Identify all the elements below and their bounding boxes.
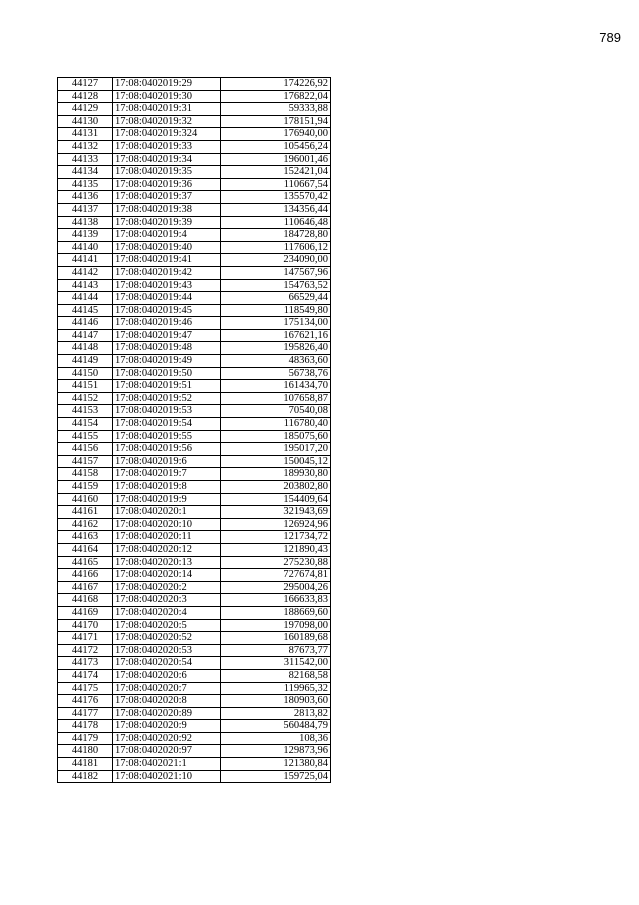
- row-id-cell: 44152: [58, 392, 113, 405]
- row-id-cell: 44149: [58, 355, 113, 368]
- row-id-cell: 44165: [58, 556, 113, 569]
- value-cell: 56738,76: [221, 367, 331, 380]
- value-cell: 160189,68: [221, 632, 331, 645]
- value-cell: 110667,54: [221, 178, 331, 191]
- table-row: [58, 329, 331, 342]
- row-id-cell: 44139: [58, 229, 113, 242]
- table-row: [58, 317, 331, 330]
- table-row: [58, 543, 331, 556]
- cadastral-number-cell: 17:08:0402019:34: [113, 153, 221, 166]
- row-id-cell: 44178: [58, 720, 113, 733]
- value-cell: 2813,82: [221, 707, 331, 720]
- cadastral-number-cell: 17:08:0402019:4: [113, 229, 221, 242]
- row-id-cell: 44167: [58, 581, 113, 594]
- row-id-cell: 44147: [58, 329, 113, 342]
- table-row: [58, 103, 331, 116]
- table-row: [58, 229, 331, 242]
- value-cell: 196001,46: [221, 153, 331, 166]
- cadastral-number-cell: 17:08:0402019:8: [113, 481, 221, 494]
- value-cell: 560484,79: [221, 720, 331, 733]
- table-row: [58, 606, 331, 619]
- table-row: [58, 556, 331, 569]
- table-row: [58, 657, 331, 670]
- row-id-cell: 44142: [58, 266, 113, 279]
- table-row: [58, 745, 331, 758]
- row-id-cell: 44168: [58, 594, 113, 607]
- cadastral-number-cell: 17:08:0402019:45: [113, 304, 221, 317]
- value-cell: 295004,26: [221, 581, 331, 594]
- value-cell: 184728,80: [221, 229, 331, 242]
- table-row: [58, 758, 331, 771]
- value-cell: 197098,00: [221, 619, 331, 632]
- table-row: [58, 140, 331, 153]
- table-row: [58, 481, 331, 494]
- row-id-cell: 44175: [58, 682, 113, 695]
- row-id-cell: 44174: [58, 669, 113, 682]
- table-row: [58, 581, 331, 594]
- value-cell: 234090,00: [221, 254, 331, 267]
- cadastral-number-cell: 17:08:0402019:38: [113, 203, 221, 216]
- cadastral-number-cell: 17:08:0402019:52: [113, 392, 221, 405]
- value-cell: 108,36: [221, 732, 331, 745]
- row-id-cell: 44180: [58, 745, 113, 758]
- row-id-cell: 44144: [58, 292, 113, 305]
- table-row: [58, 644, 331, 657]
- row-id-cell: 44127: [58, 78, 113, 91]
- cadastral-number-cell: 17:08:0402020:13: [113, 556, 221, 569]
- row-id-cell: 44145: [58, 304, 113, 317]
- row-id-cell: 44161: [58, 506, 113, 519]
- page-number: 789: [599, 30, 621, 45]
- value-cell: 105456,24: [221, 140, 331, 153]
- table-row: [58, 266, 331, 279]
- cadastral-number-cell: 17:08:0402019:50: [113, 367, 221, 380]
- value-cell: 135570,42: [221, 191, 331, 204]
- value-cell: 110646,48: [221, 216, 331, 229]
- table-row: [58, 191, 331, 204]
- table-row: [58, 418, 331, 431]
- value-cell: 176822,04: [221, 90, 331, 103]
- table-row: [58, 153, 331, 166]
- row-id-cell: 44148: [58, 342, 113, 355]
- table-row: [58, 682, 331, 695]
- table-row: [58, 468, 331, 481]
- table-row: [58, 493, 331, 506]
- cadastral-number-cell: 17:08:0402019:324: [113, 128, 221, 141]
- table-row: [58, 342, 331, 355]
- value-cell: 150045,12: [221, 455, 331, 468]
- cadastral-number-cell: 17:08:0402019:47: [113, 329, 221, 342]
- cadastral-number-cell: 17:08:0402019:30: [113, 90, 221, 103]
- row-id-cell: 44155: [58, 430, 113, 443]
- value-cell: 121890,43: [221, 543, 331, 556]
- table-row: [58, 531, 331, 544]
- row-id-cell: 44153: [58, 405, 113, 418]
- value-cell: 152421,04: [221, 166, 331, 179]
- table-row: [58, 78, 331, 91]
- cadastral-number-cell: 17:08:0402019:9: [113, 493, 221, 506]
- row-id-cell: 44172: [58, 644, 113, 657]
- cadastral-number-cell: 17:08:0402019:40: [113, 241, 221, 254]
- row-id-cell: 44159: [58, 481, 113, 494]
- row-id-cell: 44130: [58, 115, 113, 128]
- cadastral-number-cell: 17:08:0402019:46: [113, 317, 221, 330]
- cadastral-number-cell: 17:08:0402019:29: [113, 78, 221, 91]
- table-body: [58, 78, 331, 783]
- cadastral-number-cell: 17:08:0402019:53: [113, 405, 221, 418]
- row-id-cell: 44140: [58, 241, 113, 254]
- row-id-cell: 44173: [58, 657, 113, 670]
- row-id-cell: 44128: [58, 90, 113, 103]
- row-id-cell: 44160: [58, 493, 113, 506]
- table-row: [58, 720, 331, 733]
- cadastral-number-cell: 17:08:0402020:52: [113, 632, 221, 645]
- row-id-cell: 44151: [58, 380, 113, 393]
- row-id-cell: 44182: [58, 770, 113, 783]
- table-row: [58, 405, 331, 418]
- table-row: [58, 669, 331, 682]
- table-row: [58, 619, 331, 632]
- cadastral-number-cell: 17:08:0402020:2: [113, 581, 221, 594]
- cadastral-number-cell: 17:08:0402021:1: [113, 758, 221, 771]
- value-cell: 66529,44: [221, 292, 331, 305]
- row-id-cell: 44157: [58, 455, 113, 468]
- value-cell: 134356,44: [221, 203, 331, 216]
- value-cell: 121380,84: [221, 758, 331, 771]
- value-cell: 159725,04: [221, 770, 331, 783]
- value-cell: 154763,52: [221, 279, 331, 292]
- table-row: [58, 203, 331, 216]
- value-cell: 275230,88: [221, 556, 331, 569]
- row-id-cell: 44141: [58, 254, 113, 267]
- row-id-cell: 44162: [58, 518, 113, 531]
- cadastral-number-cell: 17:08:0402021:10: [113, 770, 221, 783]
- row-id-cell: 44176: [58, 695, 113, 708]
- value-cell: 119965,32: [221, 682, 331, 695]
- cadastral-number-cell: 17:08:0402020:14: [113, 569, 221, 582]
- row-id-cell: 44137: [58, 203, 113, 216]
- table-row: [58, 241, 331, 254]
- table-row: [58, 770, 331, 783]
- data-table: [57, 77, 331, 783]
- value-cell: 167621,16: [221, 329, 331, 342]
- cadastral-number-cell: 17:08:0402019:39: [113, 216, 221, 229]
- table-row: [58, 367, 331, 380]
- cadastral-number-cell: 17:08:0402020:11: [113, 531, 221, 544]
- cadastral-number-cell: 17:08:0402019:37: [113, 191, 221, 204]
- row-id-cell: 44131: [58, 128, 113, 141]
- table-row: [58, 355, 331, 368]
- value-cell: 203802,80: [221, 481, 331, 494]
- table-row: [58, 304, 331, 317]
- table-row: [58, 90, 331, 103]
- cadastral-number-cell: 17:08:0402019:55: [113, 430, 221, 443]
- value-cell: 189930,80: [221, 468, 331, 481]
- cadastral-number-cell: 17:08:0402019:6: [113, 455, 221, 468]
- table-row: [58, 392, 331, 405]
- table-row: [58, 292, 331, 305]
- cadastral-number-cell: 17:08:0402019:54: [113, 418, 221, 431]
- cadastral-number-cell: 17:08:0402020:6: [113, 669, 221, 682]
- cadastral-number-cell: 17:08:0402020:5: [113, 619, 221, 632]
- row-id-cell: 44177: [58, 707, 113, 720]
- cadastral-number-cell: 17:08:0402019:41: [113, 254, 221, 267]
- value-cell: 107658,87: [221, 392, 331, 405]
- cadastral-number-cell: 17:08:0402020:7: [113, 682, 221, 695]
- cadastral-number-cell: 17:08:0402019:33: [113, 140, 221, 153]
- table-row: [58, 178, 331, 191]
- table-row: [58, 166, 331, 179]
- row-id-cell: 44146: [58, 317, 113, 330]
- row-id-cell: 44135: [58, 178, 113, 191]
- cadastral-number-cell: 17:08:0402019:35: [113, 166, 221, 179]
- table-row: [58, 594, 331, 607]
- value-cell: 311542,00: [221, 657, 331, 670]
- row-id-cell: 44129: [58, 103, 113, 116]
- cadastral-number-cell: 17:08:0402019:42: [113, 266, 221, 279]
- table-row: [58, 443, 331, 456]
- cadastral-number-cell: 17:08:0402020:3: [113, 594, 221, 607]
- table-row: [58, 430, 331, 443]
- cadastral-number-cell: 17:08:0402020:92: [113, 732, 221, 745]
- row-id-cell: 44143: [58, 279, 113, 292]
- cadastral-number-cell: 17:08:0402019:56: [113, 443, 221, 456]
- row-id-cell: 44181: [58, 758, 113, 771]
- table-row: [58, 506, 331, 519]
- cadastral-number-cell: 17:08:0402019:36: [113, 178, 221, 191]
- table-row: [58, 254, 331, 267]
- table-row: [58, 569, 331, 582]
- table-row: [58, 216, 331, 229]
- cadastral-number-cell: 17:08:0402019:7: [113, 468, 221, 481]
- value-cell: 116780,40: [221, 418, 331, 431]
- value-cell: 178151,94: [221, 115, 331, 128]
- value-cell: 126924,96: [221, 518, 331, 531]
- row-id-cell: 44150: [58, 367, 113, 380]
- row-id-cell: 44169: [58, 606, 113, 619]
- value-cell: 121734,72: [221, 531, 331, 544]
- cadastral-number-cell: 17:08:0402020:8: [113, 695, 221, 708]
- value-cell: 195826,40: [221, 342, 331, 355]
- value-cell: 321943,69: [221, 506, 331, 519]
- row-id-cell: 44170: [58, 619, 113, 632]
- cadastral-number-cell: 17:08:0402019:44: [113, 292, 221, 305]
- cadastral-number-cell: 17:08:0402020:89: [113, 707, 221, 720]
- row-id-cell: 44166: [58, 569, 113, 582]
- table-row: [58, 707, 331, 720]
- row-id-cell: 44138: [58, 216, 113, 229]
- row-id-cell: 44156: [58, 443, 113, 456]
- value-cell: 154409,64: [221, 493, 331, 506]
- table-row: [58, 455, 331, 468]
- table-row: [58, 732, 331, 745]
- value-cell: 82168,58: [221, 669, 331, 682]
- cadastral-number-cell: 17:08:0402019:32: [113, 115, 221, 128]
- row-id-cell: 44154: [58, 418, 113, 431]
- row-id-cell: 44179: [58, 732, 113, 745]
- cadastral-number-cell: 17:08:0402020:53: [113, 644, 221, 657]
- value-cell: 59333,88: [221, 103, 331, 116]
- value-cell: 87673,77: [221, 644, 331, 657]
- value-cell: 117606,12: [221, 241, 331, 254]
- value-cell: 166633,83: [221, 594, 331, 607]
- table-row: [58, 380, 331, 393]
- cadastral-number-cell: 17:08:0402019:43: [113, 279, 221, 292]
- cadastral-number-cell: 17:08:0402020:97: [113, 745, 221, 758]
- cadastral-number-cell: 17:08:0402020:4: [113, 606, 221, 619]
- value-cell: 175134,00: [221, 317, 331, 330]
- cadastral-number-cell: 17:08:0402020:12: [113, 543, 221, 556]
- value-cell: 129873,96: [221, 745, 331, 758]
- value-cell: 195017,20: [221, 443, 331, 456]
- cadastral-number-cell: 17:08:0402020:54: [113, 657, 221, 670]
- value-cell: 727674,81: [221, 569, 331, 582]
- value-cell: 118549,80: [221, 304, 331, 317]
- cadastral-number-cell: 17:08:0402020:9: [113, 720, 221, 733]
- value-cell: 188669,60: [221, 606, 331, 619]
- cadastral-number-cell: 17:08:0402020:10: [113, 518, 221, 531]
- row-id-cell: 44136: [58, 191, 113, 204]
- value-cell: 147567,96: [221, 266, 331, 279]
- value-cell: 161434,70: [221, 380, 331, 393]
- row-id-cell: 44158: [58, 468, 113, 481]
- value-cell: 176940,00: [221, 128, 331, 141]
- table-row: [58, 128, 331, 141]
- table-row: [58, 695, 331, 708]
- table-row: [58, 115, 331, 128]
- row-id-cell: 44133: [58, 153, 113, 166]
- row-id-cell: 44132: [58, 140, 113, 153]
- row-id-cell: 44163: [58, 531, 113, 544]
- value-cell: 185075,60: [221, 430, 331, 443]
- cadastral-number-cell: 17:08:0402019:31: [113, 103, 221, 116]
- row-id-cell: 44164: [58, 543, 113, 556]
- value-cell: 48363,60: [221, 355, 331, 368]
- cadastral-number-cell: 17:08:0402019:48: [113, 342, 221, 355]
- table-row: [58, 518, 331, 531]
- table-row: [58, 632, 331, 645]
- value-cell: 174226,92: [221, 78, 331, 91]
- row-id-cell: 44171: [58, 632, 113, 645]
- value-cell: 70540,08: [221, 405, 331, 418]
- row-id-cell: 44134: [58, 166, 113, 179]
- value-cell: 180903,60: [221, 695, 331, 708]
- table-row: [58, 279, 331, 292]
- cadastral-number-cell: 17:08:0402020:1: [113, 506, 221, 519]
- cadastral-number-cell: 17:08:0402019:49: [113, 355, 221, 368]
- cadastral-number-cell: 17:08:0402019:51: [113, 380, 221, 393]
